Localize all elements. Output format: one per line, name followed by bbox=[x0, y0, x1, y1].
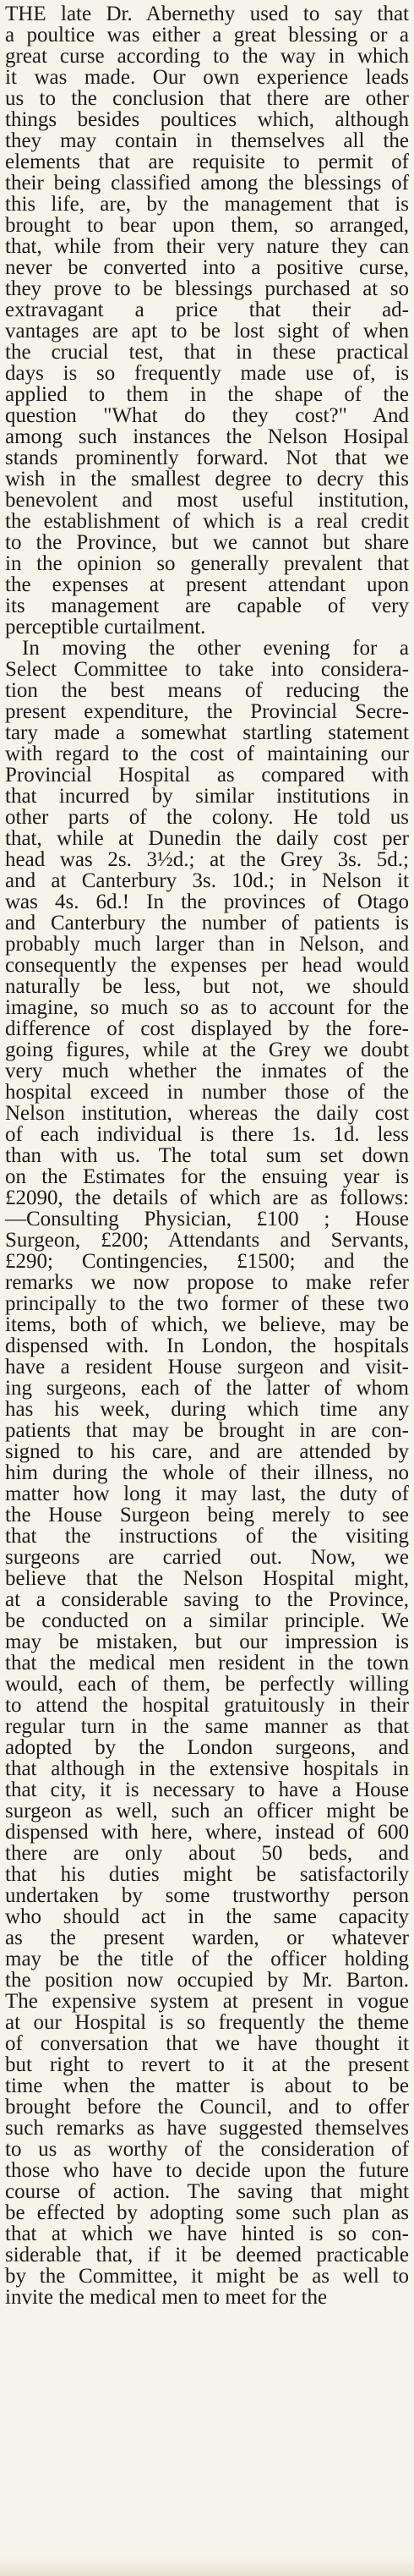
article-line: consequently the expenses per head would bbox=[5, 954, 409, 977]
article-line: —Consulting Physician, £100 ; House bbox=[5, 1208, 409, 1230]
article-line: time when the matter is about to be bbox=[5, 2075, 409, 2097]
article-line: great curse according to the way in which bbox=[5, 45, 409, 68]
article-paragraph bbox=[5, 638, 409, 2308]
article-line: £2090, the details of which are as follows: bbox=[5, 1187, 409, 1209]
article-line: The expensive system at present in vogue bbox=[5, 1990, 409, 2013]
article-line: the crucial test, that in these practical bbox=[5, 341, 409, 364]
article-line: of conversation that we have thought it bbox=[5, 2032, 409, 2055]
article-line: the House Surgeon being merely to see bbox=[5, 1504, 409, 1526]
article-line: dispensed with here, where, instead of 600 bbox=[5, 1821, 409, 1844]
article-paragraph bbox=[5, 3, 409, 638]
article-line: there are only about 50 beds, and bbox=[5, 1842, 409, 1865]
article-line: the establishment of which is a real credit bbox=[5, 510, 409, 533]
article-line: going figures, while at the Grey we doubt bbox=[5, 1039, 409, 1061]
article-line: course of action. The saving that might bbox=[5, 2180, 409, 2203]
article-line: brought to bear upon them, so arranged, bbox=[5, 214, 409, 237]
article-line: was 4s. 6d.! In the provinces of Otago bbox=[5, 891, 409, 913]
article-line: probably much larger than in Nelson, and bbox=[5, 933, 409, 956]
article-line: invite the medical men to meet for the bbox=[5, 2286, 328, 2309]
article-line: be conducted on a similar principle. We bbox=[5, 1609, 409, 1632]
article-line: naturally be less, but not, we should bbox=[5, 975, 409, 998]
article-line: a poultice was either a great blessing or a bbox=[5, 24, 409, 47]
article-line: extravagant a price that their ad- bbox=[5, 299, 409, 321]
article-line: that the medical men resident in the town bbox=[5, 1652, 409, 1674]
article-line: days is so frequently made use of, is bbox=[5, 362, 409, 385]
article-line: Provincial Hospital as compared with bbox=[5, 764, 409, 787]
article-line: ing surgeons, each of the latter of whom bbox=[5, 1377, 409, 1400]
article-line: than with us. The total sum set down bbox=[5, 1144, 409, 1167]
article-line: it was made. Our own experience leads bbox=[5, 66, 409, 89]
article-line: on the Estimates for the ensuing year is bbox=[5, 1165, 409, 1188]
article-line: patients that may be brought in are con- bbox=[5, 1419, 409, 1442]
article-line: be effected by adopting some such plan as bbox=[5, 2201, 409, 2224]
article-line: siderable that, if it be deemed practicable bbox=[5, 2244, 409, 2266]
article-line: never be converted into a positive curse, bbox=[5, 256, 409, 279]
article-line: they may contain in themselves all the bbox=[5, 129, 409, 152]
article-line: present expenditure, the Provincial Secre- bbox=[5, 700, 409, 723]
article-line: surgeon as well, such an officer might be bbox=[5, 1800, 409, 1822]
article-line: may be mistaken, but our impression is bbox=[5, 1631, 409, 1653]
article-line: with regard to the cost of maintaining our bbox=[5, 743, 409, 765]
article-line: Nelson institution, whereas the daily cost bbox=[5, 1102, 409, 1125]
article-line: In moving the other evening for a bbox=[22, 637, 409, 660]
article-line: Surgeon, £200; Attendants and Servants, bbox=[5, 1229, 409, 1252]
article-line: applied to them in the shape of the bbox=[5, 383, 409, 406]
article-line: elements that are requisite to permit of bbox=[5, 151, 409, 173]
article-line: to us as worthy of the consideration of bbox=[5, 2138, 409, 2161]
article-line: and at Canterbury 3s. 10d.; in Nelson it bbox=[5, 869, 409, 892]
article-line: to attend the hospital gratuitously in their bbox=[5, 1694, 409, 1717]
article-line: difference of cost displayed by the fore- bbox=[5, 1017, 409, 1040]
article-line: him during the whole of their illness, no bbox=[5, 1461, 409, 1484]
article-line: head was 2s. 3½d.; at the Grey 3s. 5d.; bbox=[5, 848, 409, 871]
article-line: adopted by the London surgeons, and bbox=[5, 1736, 409, 1759]
article-line: has his week, during which time any bbox=[5, 1398, 409, 1421]
article-line: they prove to be blessings purchased at so bbox=[5, 277, 409, 300]
article-line: at our Hospital is so frequently the theme bbox=[5, 2011, 409, 2034]
article-line: items, both of which, we believe, may be bbox=[5, 1313, 409, 1336]
article-line: remarks we now propose to make refer bbox=[5, 1271, 409, 1294]
article-line: stands prominently forward. Not that we bbox=[5, 447, 409, 469]
article-line: of each individual is there 1s. 1d. less bbox=[5, 1123, 409, 1146]
article-line: that, while at Dunedin the daily cost per bbox=[5, 827, 409, 850]
article-line: wish in the smallest degree to decry this bbox=[5, 468, 409, 491]
article-column bbox=[5, 3, 409, 2308]
article-line: brought before the Council, and to offer bbox=[5, 2096, 409, 2118]
article-line: imagine, so much so as to account for the bbox=[5, 996, 409, 1019]
article-line: very much whether the inmates of the bbox=[5, 1060, 409, 1082]
article-line: and Canterbury the number of patients is bbox=[5, 912, 409, 934]
article-line: that at which we have hinted is so con- bbox=[5, 2222, 409, 2245]
article-line: this life, are, by the management that is bbox=[5, 193, 409, 216]
article-line: other parts of the colony. He told us bbox=[5, 806, 409, 829]
article-line: tary made a somewhat startling statement bbox=[5, 721, 409, 744]
article-line: surgeons are carried out. Now, we bbox=[5, 1546, 409, 1569]
article-line: regular turn in the same manner as that bbox=[5, 1715, 409, 1738]
article-line: to the Province, but we cannot but share bbox=[5, 531, 409, 554]
article-line: believe that the Nelson Hospital might, bbox=[5, 1567, 409, 1590]
article-line: signed to his care, and are attended by bbox=[5, 1440, 409, 1463]
article-line: that his duties might be satisfactorily bbox=[5, 1863, 409, 1886]
article-line: that, while from their very nature they can bbox=[5, 235, 409, 258]
article-line: THE late Dr. Abernethy used to say that bbox=[5, 3, 409, 25]
article-line: question "What do they cost?" And bbox=[5, 404, 409, 427]
article-line: who should act in the same capacity bbox=[5, 1905, 409, 1928]
article-line: such remarks as have suggested themselves bbox=[5, 2117, 409, 2140]
article-line: £290; Contingencies, £1500; and the bbox=[5, 1250, 409, 1273]
article-line: among such instances the Nelson Hosipal bbox=[5, 425, 409, 448]
article-line: have a resident House surgeon and visit- bbox=[5, 1356, 409, 1378]
article-line: benevolent and most useful institution, bbox=[5, 489, 409, 512]
article-line: but right to revert to it at the present bbox=[5, 2053, 409, 2076]
article-line: matter how long it may last, the duty of bbox=[5, 1483, 409, 1505]
next-line-cutoff bbox=[0, 2557, 414, 2576]
article-line: that although in the extensive hospitals in bbox=[5, 1757, 409, 1780]
article-line: tion the best means of reducing the bbox=[5, 679, 409, 702]
article-line: us to the conclusion that there are other bbox=[5, 87, 409, 110]
article-line: principally to the two former of these two bbox=[5, 1292, 409, 1315]
article-line: by the Committee, it might be as well to bbox=[5, 2265, 409, 2288]
article-line: would, each of them, be perfectly willing bbox=[5, 1673, 409, 1696]
article-line: its management are capable of very bbox=[5, 595, 409, 617]
article-line: the position now occupied by Mr. Barton. bbox=[5, 1969, 409, 1992]
article-line: dispensed with. In London, the hospitals bbox=[5, 1335, 409, 1357]
article-line: as the present warden, or whatever bbox=[5, 1927, 409, 1949]
article-line: undertaken by some trustworthy person bbox=[5, 1884, 409, 1907]
article-line: their being classified among the blessings of bbox=[5, 172, 409, 195]
article-line: in the opinion so generally prevalent that bbox=[5, 552, 409, 575]
article-line: that incurred by similar institutions in bbox=[5, 785, 409, 808]
article-line: Select Committee to take into considera- bbox=[5, 658, 409, 681]
article-line: that the instructions of the visiting bbox=[5, 1525, 409, 1548]
article-line: those who have to decide upon the future bbox=[5, 2159, 409, 2182]
article-line: at a considerable saving to the Province, bbox=[5, 1588, 409, 1611]
article-line: may be the title of the officer holding bbox=[5, 1948, 409, 1970]
article-line: things besides poultices which, although bbox=[5, 108, 409, 131]
article-line: hospital exceed in number those of the bbox=[5, 1081, 409, 1104]
article-line: perceptible curtailment. bbox=[5, 616, 206, 639]
article-line: the expenses at present attendant upon bbox=[5, 573, 409, 596]
article-line: vantages are apt to be lost sight of when bbox=[5, 320, 409, 343]
article-line: that city, it is necessary to have a House bbox=[5, 1779, 409, 1801]
